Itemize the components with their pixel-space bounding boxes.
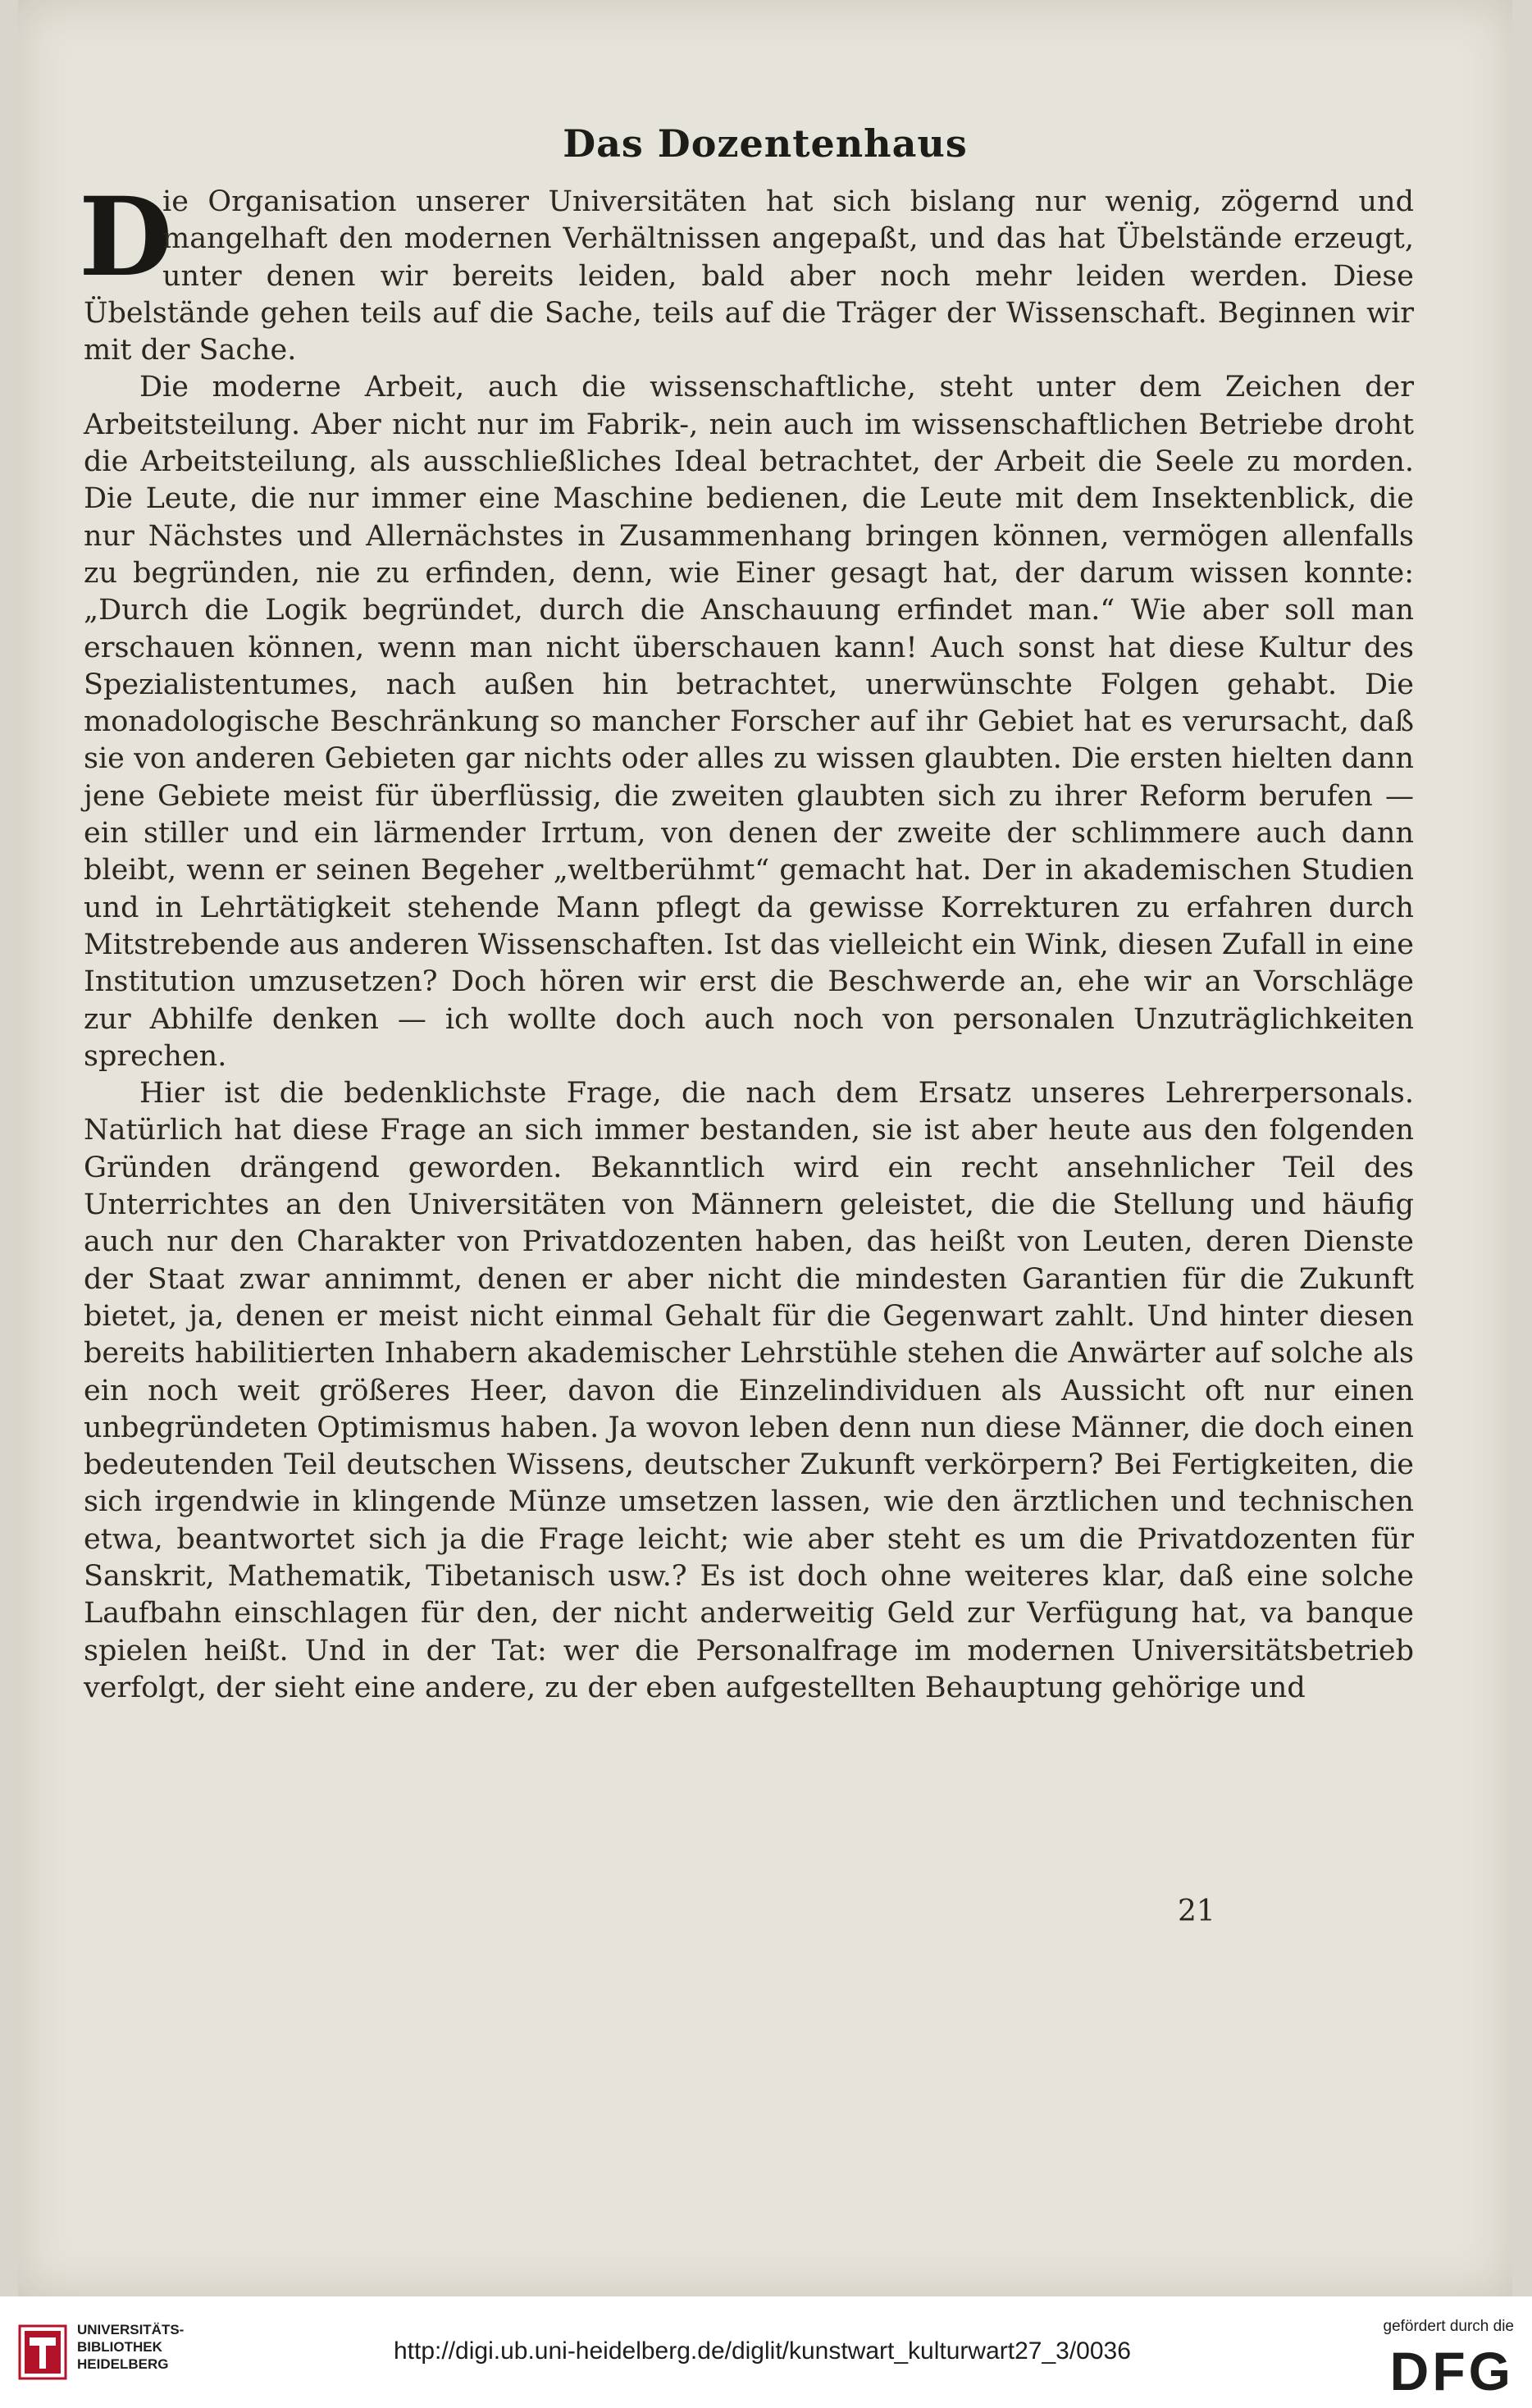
institution-line-3: HEIDELBERG [77,2356,169,2372]
institution-name [77,2321,225,2373]
paragraph-2: Die moderne Arbeit, auch die wissenschaftliche, steht unter dem Zeichen der Arbeitsteilung. Aber nicht nur im Fabrik-, nein auch im wissenschaftlichen Betriebe droht die Arbeitsteilung, als ausschließliches Ideal betrachtet, der Arbeit die Seele zu morden. Die Leute, die nur immer eine Maschine bedienen, die Leute mit dem Insektenblick, die nur Nächstes und Allernächstes in Zusammenhang bringen können, vermögen allenfalls zu begründen, nie zu erfinden, denn, wie Einer gesagt hat, der darum wissen konnte: „Durch die Logik begründet, durch die Anschauung erfindet man.“ Wie aber soll man erschauen können, wenn man nicht überschauen kann! Auch sonst hat diese Kultur des Spezialistentumes, nach außen hin betrachtet, unerwünschte Folgen gehabt. Die monadologische Beschränkung so mancher Forscher auf ihr Gebiet hat es verursacht, daß sie von anderen Gebieten gar nichts oder alles zu wissen glaubten. Die ersten hielten dann jene Gebiete meist für überflüssig, die zweiten glaubten sich zu ihrer Reform berufen — ein stiller und ein lärmender Irrtum, von denen der zweite der schlimmere auch dann bleibt, wenn er seinen Begeher „weltberühmt“ gemacht hat. Der in akademischen Studien und in Lehrtätigkeit stehende Mann pflegt da gewisse Korrekturen zu erfahren durch Mitstrebende aus anderen Wissenschaften. Ist das vielleicht ein Wink, diesen Zufall in eine Institution umzusetzen? Doch hören wir erst die Beschwerde an, ehe wir an Vorschläge zur Abhilfe denken — ich wollte doch auch noch von personalen Unzuträglichkeiten sprechen. [84,371,1414,1073]
institution-line-2: BIBLIOTHEK [77,2339,162,2355]
book-page [18,0,1512,2296]
drop-cap: D [79,174,173,301]
paragraph-1 [79,174,1414,369]
page-title: Das Dozentenhaus [563,121,968,166]
paragraph-3: Hier ist die bedenklichste Frage, die nach dem Ersatz unseres Lehrerpersonals. Natürlich hat diese Frage an sich immer bestanden, sie ist aber heute aus den folgenden Gründen drängend geworden. Bekanntlich wird ein recht ansehnlicher Teil des Unterrichtes an den Universitäten von Männern geleistet, die die Stellung und häufig auch nur den Charakter von Privatdozenten haben, das heißt von Leuten, deren Dienste der Staat zwar annimmt, denen er aber nicht die mindesten Garantien für die Zukunft bietet, ja, denen er meist nicht einmal Gehalt für die Gegenwart zahlt. Und hinter diesen bereits habilitierten Inhabern akademischer Lehrstühle stehen die Anwärter auf solche als ein noch weit größeres Heer, davon die Einzelindividuen als Aussicht oft nur einen unbegründeten Optimismus haben. Ja wovon leben denn nun diese Männer, die doch einen bedeutenden Teil deutschen Wissens, deutscher Zukunft verkörpern? Bei Fertigkeiten, die sich irgendwie in klingende Münze umsetzen lassen, wie den ärztlichen und technischen etwa, beantwortet sich ja die Frage leicht; wie aber steht es um die Privatdozenten für Sanskrit, Mathematik, Tibetanisch usw.? Es ist doch ohne weiteres klar, daß eine solche Laufbahn einschlagen für den, der nicht anderweitig Geld zur Verfügung hat, va banque spielen heißt. Und in der Tat: wer die Personalfrage im modernen Universitätsbetrieb verfolgt, der sieht eine andere, zu der eben aufgestellten Behauptung gehörige und [84,1077,1414,1704]
funding-caption: gefördert durch die [1383,2318,1514,2335]
paragraph-1-text: ie Organisation unserer Universitäten hat sich bislang nur wenig, zögernd und mangelhaft den modernen Verhältnissen angepaßt, und das hat Übelstände erzeugt, unter denen wir bereits leiden, bald aber noch mehr leiden werden. Diese Übelstände gehen teils auf die Sache, teils auf die Träger der Wissenschaft. Beginnen wir mit der Sache. [84,185,1414,367]
dfg-logo: DFG [1389,2341,1514,2401]
page-number: 21 [1178,1895,1215,1928]
institution-line-1: UNIVERSITÄTS- [77,2322,185,2337]
article-body [79,174,1414,1707]
source-url-link[interactable]: http://digi.ub.uni-heidelberg.de/diglit/kunstwart_kulturwart27_3/0036 [394,2337,1131,2365]
footer-bar [0,2296,1532,2408]
university-seal-icon [18,2324,67,2380]
